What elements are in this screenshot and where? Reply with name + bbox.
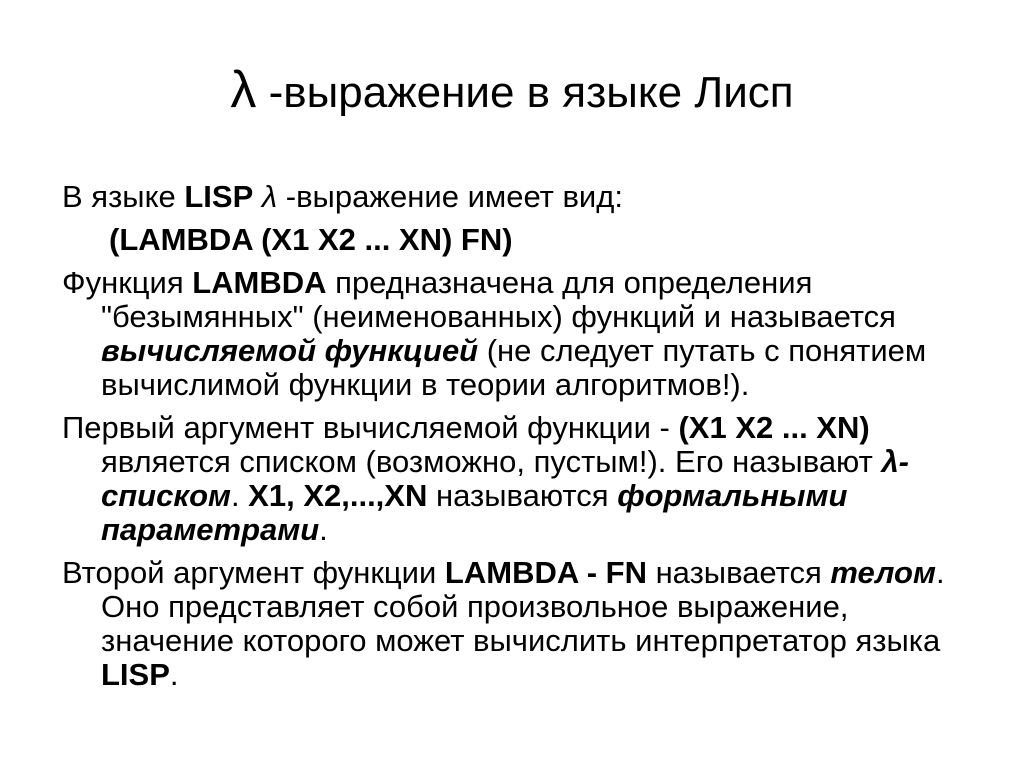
text-run: называются <box>427 478 618 513</box>
emphasis-lambda-list: λ-списком <box>101 444 910 513</box>
text-run: называется <box>646 555 831 590</box>
text-run: . <box>169 657 179 692</box>
text-run: является списком (возможно, пустым!). Его называют <box>101 444 882 479</box>
text-run: . <box>319 512 328 547</box>
text-run: -выражение имеет вид: <box>277 179 623 214</box>
bold-term-lisp: LISP <box>101 657 170 692</box>
slide-body <box>62 180 982 701</box>
bold-term-arglist: (X1 X2 ... XN) <box>678 410 870 445</box>
text-run: (не следует путать с понятием вычислимой функции в теории алгоритмов!). <box>101 333 927 402</box>
title-text: -выражение в языке Лисп <box>256 68 794 117</box>
title-lambda-symbol: λ <box>230 61 257 119</box>
text-run: Первый аргумент вычисляемой функции - <box>62 410 679 445</box>
paragraph-second-argument <box>62 556 982 692</box>
bold-term-lisp: LISP <box>184 179 254 214</box>
text-run: Функция <box>62 265 193 300</box>
emphasis-formal-parameters: формальными параметрами <box>101 478 848 547</box>
slide-title <box>0 62 1024 121</box>
text-run: . Оно представляет собой произвольное выражение, значение которого может вычислить интерпретатор языка <box>101 555 945 658</box>
bold-term-params: X1, X2,...,XN <box>248 478 428 513</box>
text-run: предназначена для определения "безымянных" (неименованных) функций и называется <box>101 265 896 334</box>
text-run: В языке <box>62 179 185 214</box>
emphasis-computed-function: вычисляемой функцией <box>101 333 479 368</box>
emphasis-body: телом <box>830 555 936 590</box>
text-run: Второй аргумент функции <box>62 555 445 590</box>
paragraph-lambda-function <box>62 266 982 402</box>
paragraph-first-argument <box>62 411 982 547</box>
bold-term-lambda-fn: LAMBDA - FN <box>444 555 647 590</box>
bold-term-lambda: LAMBDA <box>192 265 327 300</box>
text-run <box>253 179 262 214</box>
lambda-symbol: λ <box>261 179 278 214</box>
lambda-syntax-code: (LAMBDA (X1 X2 ... XN) FN) <box>109 222 513 257</box>
paragraph-lisp-lambda-form <box>62 180 982 214</box>
text-run: . <box>230 478 249 513</box>
